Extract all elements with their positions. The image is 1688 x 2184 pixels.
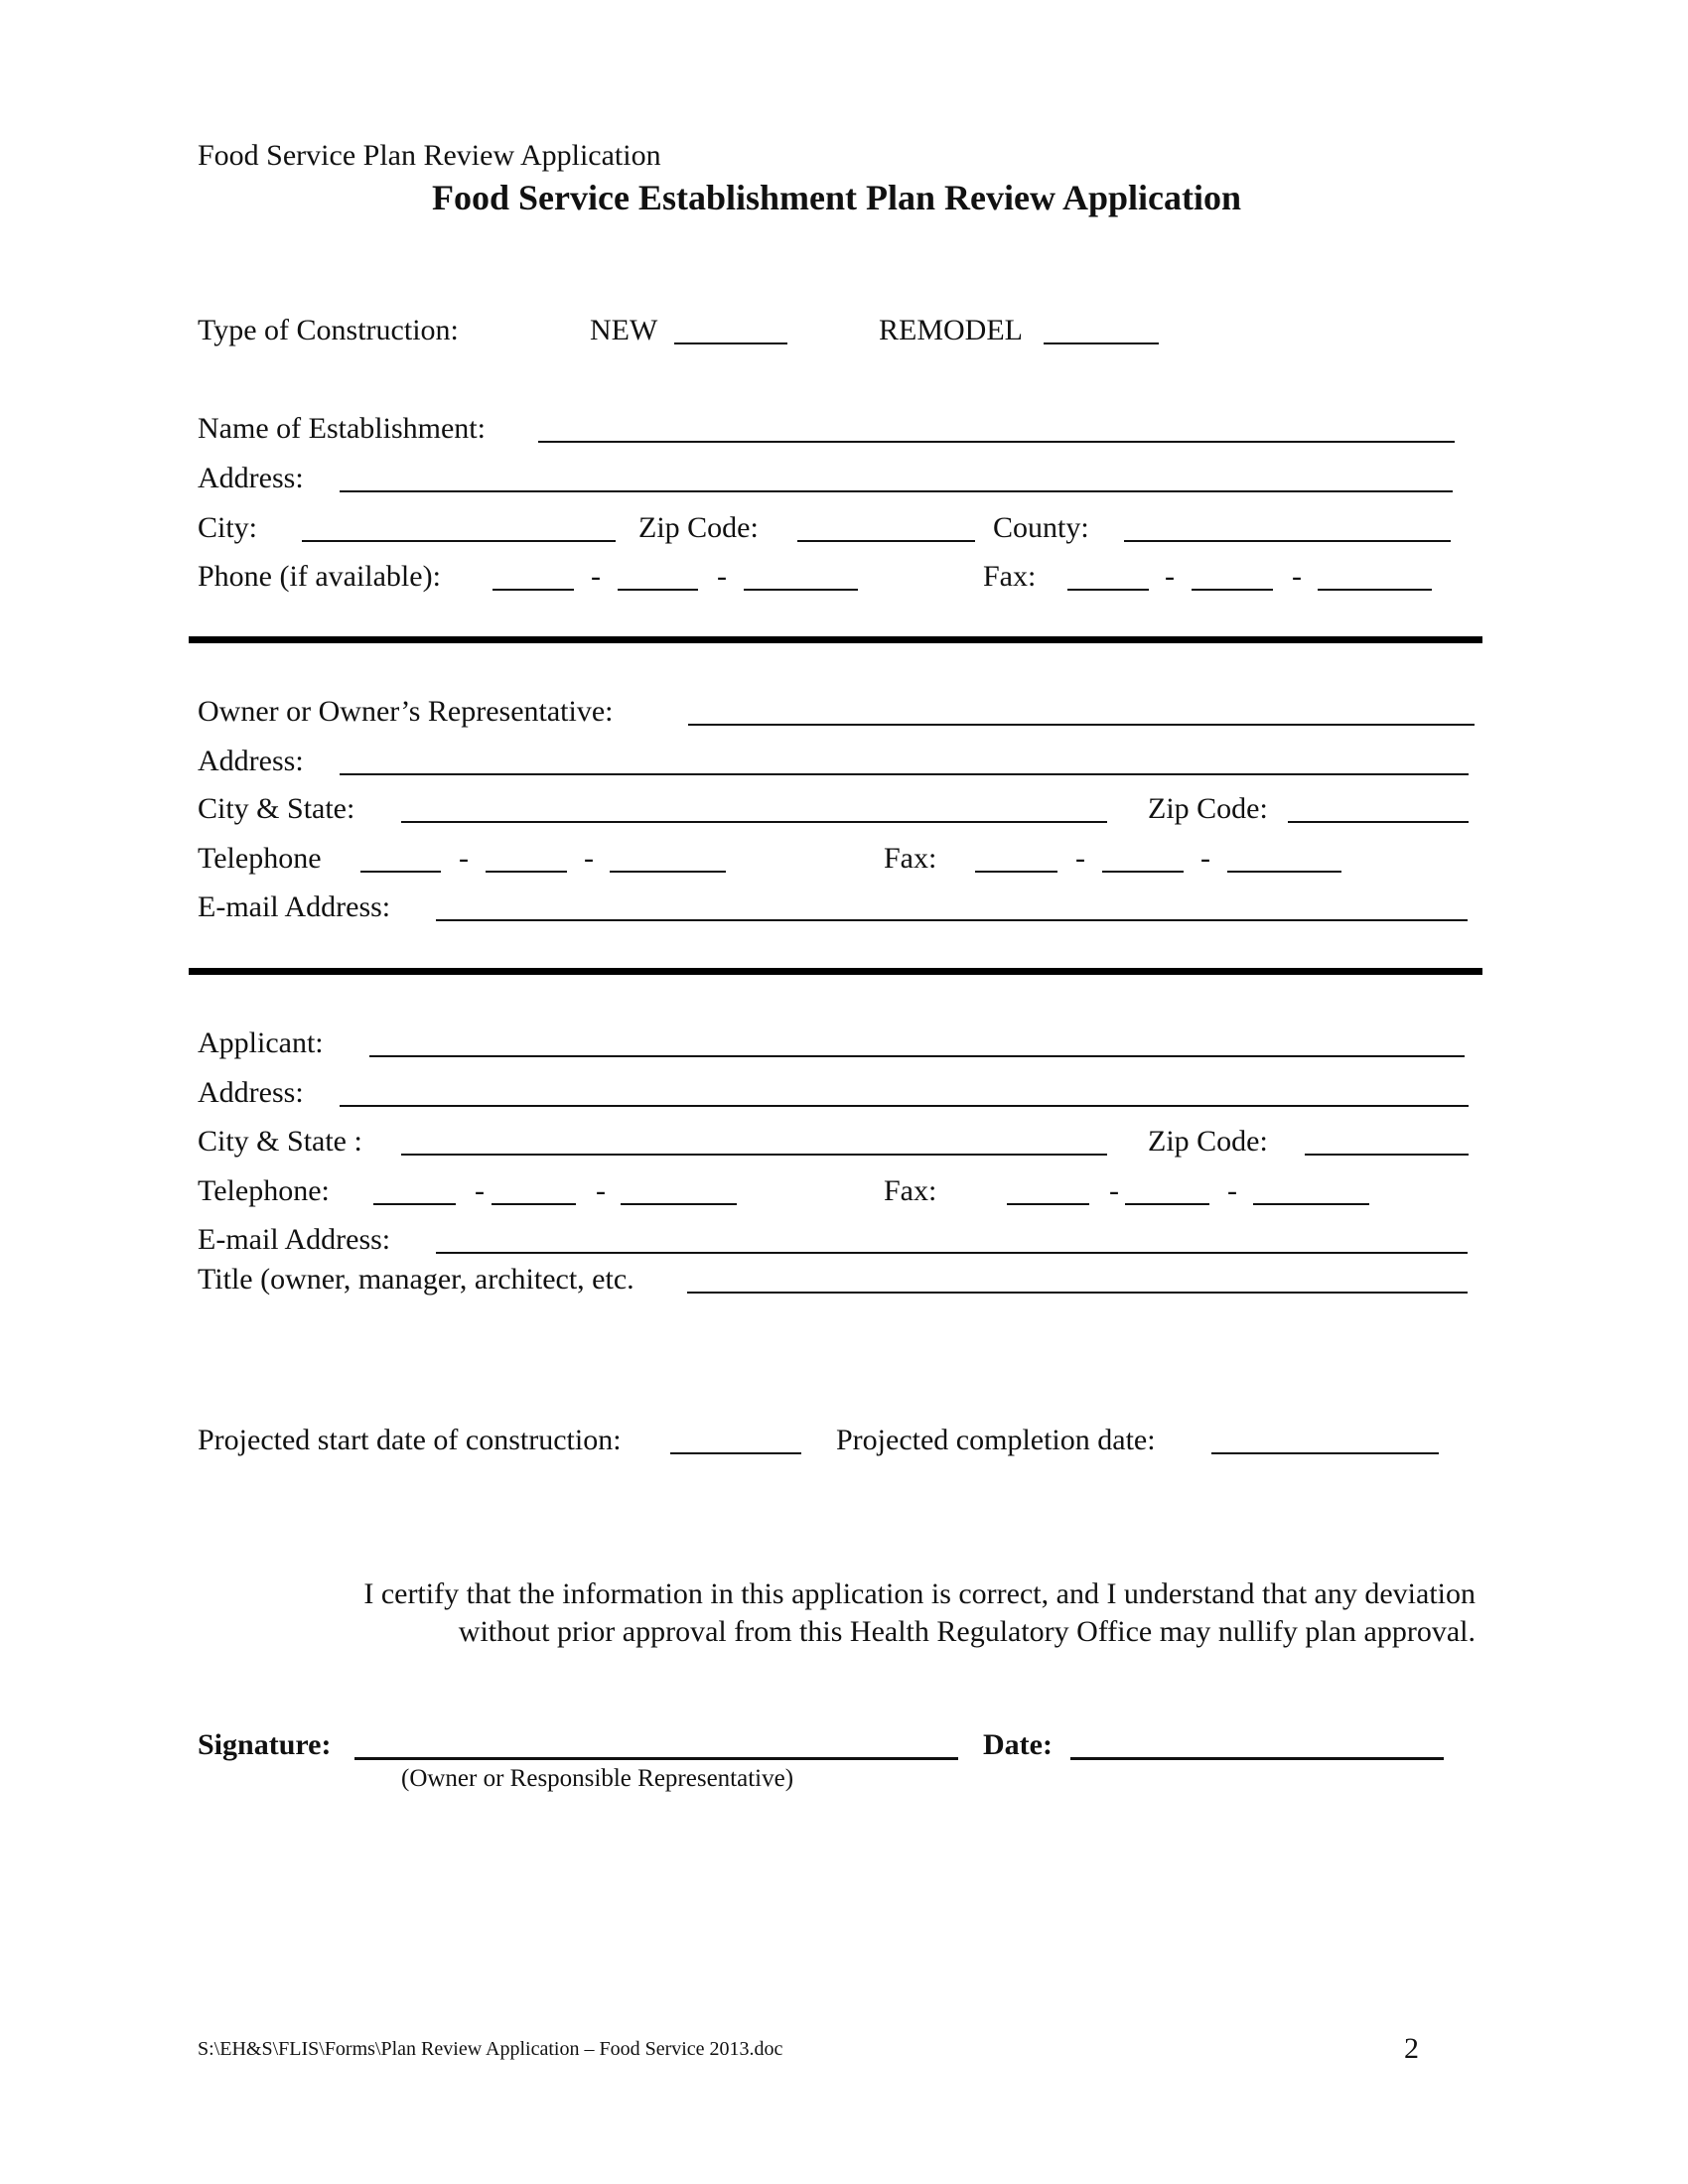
owner-email-field[interactable]	[436, 919, 1468, 921]
date-label: Date:	[983, 1728, 1053, 1761]
phone-prefix-field[interactable]	[618, 589, 698, 591]
applicant-zip-label: Zip Code:	[1148, 1125, 1268, 1158]
owner-city-state-field[interactable]	[401, 821, 1107, 823]
establishment-address-field[interactable]	[340, 490, 1453, 492]
establishment-name-label: Name of Establishment:	[198, 412, 486, 445]
dash: -	[475, 1174, 485, 1207]
applicant-fax-line-field[interactable]	[1253, 1203, 1369, 1205]
dash: -	[1165, 560, 1175, 593]
applicant-city-state-field[interactable]	[401, 1154, 1107, 1156]
fax-line-field[interactable]	[1318, 589, 1432, 591]
owner-zip-label: Zip Code:	[1148, 792, 1268, 825]
applicant-title-label: Title (owner, manager, architect, etc.	[198, 1263, 634, 1296]
dash: -	[591, 560, 601, 593]
dash: -	[459, 842, 469, 875]
applicant-fax-prefix-field[interactable]	[1125, 1203, 1209, 1205]
page-title: Food Service Establishment Plan Review Application	[431, 178, 1241, 217]
date-field[interactable]	[1070, 1757, 1444, 1760]
owner-fax-prefix-field[interactable]	[1102, 871, 1184, 873]
applicant-address-field[interactable]	[340, 1105, 1469, 1107]
establishment-city-label: City:	[198, 511, 258, 544]
establishment-zip-label: Zip Code:	[638, 511, 759, 544]
owner-fax-label: Fax:	[884, 842, 937, 875]
section-divider	[189, 968, 1482, 975]
owner-phone-prefix-field[interactable]	[486, 871, 567, 873]
start-date-label: Projected start date of construction:	[198, 1424, 622, 1456]
applicant-email-field[interactable]	[436, 1252, 1468, 1254]
owner-name-field[interactable]	[688, 724, 1475, 726]
applicant-label: Applicant:	[198, 1026, 324, 1059]
new-field[interactable]	[674, 342, 787, 344]
applicant-title-field[interactable]	[687, 1292, 1468, 1294]
applicant-name-field[interactable]	[369, 1055, 1465, 1057]
section-divider	[189, 636, 1482, 643]
construction-label: Type of Construction:	[198, 314, 459, 346]
completion-date-field[interactable]	[1211, 1452, 1439, 1454]
page-number: 2	[1404, 2032, 1419, 2065]
start-date-field[interactable]	[670, 1452, 801, 1454]
fax-prefix-field[interactable]	[1192, 589, 1273, 591]
applicant-fax-label: Fax:	[884, 1174, 937, 1207]
owner-address-label: Address:	[198, 745, 304, 777]
remodel-field[interactable]	[1044, 342, 1159, 344]
owner-fax-area-field[interactable]	[975, 871, 1057, 873]
owner-zip-field[interactable]	[1288, 821, 1469, 823]
owner-phone-line-field[interactable]	[610, 871, 726, 873]
applicant-city-state-label: City & State :	[198, 1125, 362, 1158]
establishment-county-field[interactable]	[1124, 540, 1451, 542]
phone-area-field[interactable]	[492, 589, 574, 591]
owner-phone-area-field[interactable]	[360, 871, 441, 873]
owner-email-label: E-mail Address:	[198, 890, 391, 923]
phone-line-field[interactable]	[744, 589, 858, 591]
dash: -	[596, 1174, 606, 1207]
dash: -	[1075, 842, 1085, 875]
establishment-county-label: County:	[993, 511, 1089, 544]
establishment-phone-label: Phone (if available):	[198, 560, 441, 593]
new-label: NEW	[590, 314, 658, 346]
applicant-zip-field[interactable]	[1305, 1154, 1469, 1156]
dash: -	[717, 560, 727, 593]
dash: -	[584, 842, 594, 875]
applicant-phone-prefix-field[interactable]	[492, 1203, 576, 1205]
applicant-phone-line-field[interactable]	[621, 1203, 737, 1205]
footer-file-path: S:\EH&S\FLIS\Forms\Plan Review Application – Food Service 2013.doc	[198, 2038, 783, 2060]
dash: -	[1292, 560, 1302, 593]
owner-label: Owner or Owner’s Representative:	[198, 695, 614, 728]
establishment-address-label: Address:	[198, 462, 304, 494]
establishment-city-field[interactable]	[302, 540, 616, 542]
dash: -	[1109, 1174, 1119, 1207]
completion-date-label: Projected completion date:	[836, 1424, 1156, 1456]
signature-label: Signature:	[198, 1728, 332, 1761]
applicant-phone-area-field[interactable]	[373, 1203, 456, 1205]
signature-note: (Owner or Responsible Representative)	[401, 1765, 794, 1792]
dash: -	[1227, 1174, 1237, 1207]
owner-telephone-label: Telephone	[198, 842, 322, 875]
applicant-telephone-label: Telephone:	[198, 1174, 330, 1207]
certification-line-2: without prior approval from this Health Regulatory Office may nullify plan approval.	[458, 1615, 1476, 1648]
establishment-name-field[interactable]	[538, 441, 1455, 443]
signature-field[interactable]	[354, 1757, 958, 1760]
running-title: Food Service Plan Review Application	[198, 139, 661, 172]
applicant-fax-area-field[interactable]	[1007, 1203, 1089, 1205]
remodel-label: REMODEL	[879, 314, 1023, 346]
applicant-email-label: E-mail Address:	[198, 1223, 391, 1256]
owner-fax-line-field[interactable]	[1227, 871, 1341, 873]
fax-area-field[interactable]	[1067, 589, 1149, 591]
establishment-zip-field[interactable]	[797, 540, 975, 542]
owner-city-state-label: City & State:	[198, 792, 355, 825]
dash: -	[1200, 842, 1210, 875]
certification-line-1: I certify that the information in this application is correct, and I understand that any deviation	[363, 1577, 1476, 1610]
owner-address-field[interactable]	[340, 773, 1469, 775]
establishment-fax-label: Fax:	[983, 560, 1037, 593]
applicant-address-label: Address:	[198, 1076, 304, 1109]
